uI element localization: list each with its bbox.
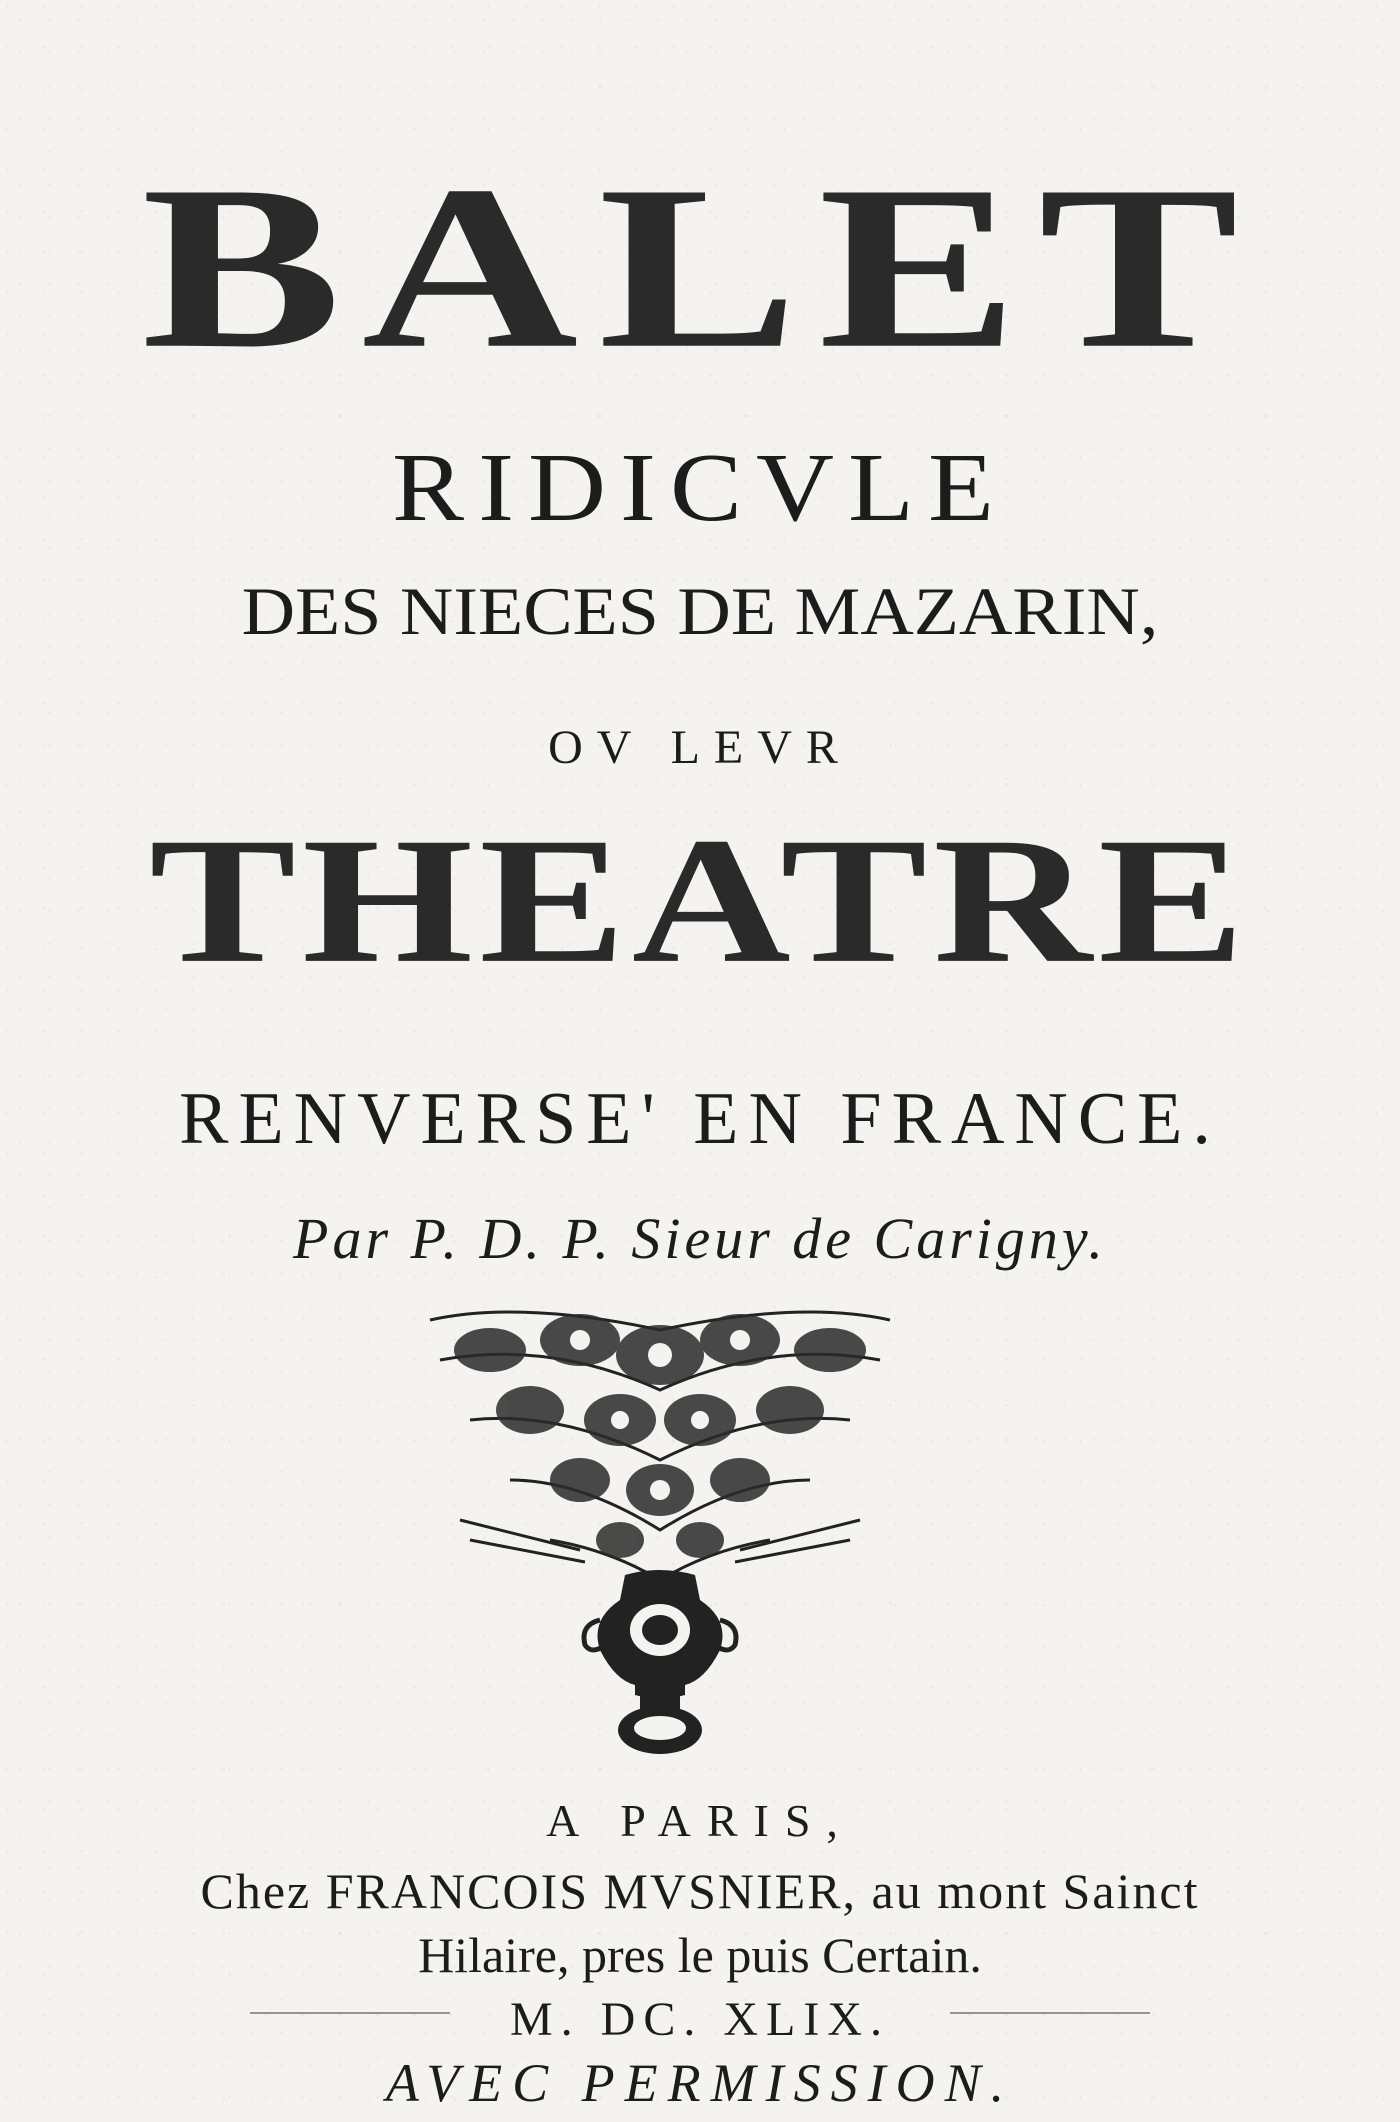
subtitle-ridicule: RIDICVLE <box>392 434 1008 542</box>
secondary-title: THEATRE <box>149 800 1251 1001</box>
floral-vase-ornament-icon <box>400 1300 920 1760</box>
imprint-date: M. DC. XLIX. <box>510 1993 890 2046</box>
subtitle-nieces: DES NIECES DE MAZARIN, <box>241 574 1159 650</box>
author-line: Par P. D. P. Sieur de Carigny. <box>293 1206 1107 1271</box>
main-title: BALET <box>141 137 1259 397</box>
imprint-permission: AVEC PERMISSION. <box>385 2053 1015 2113</box>
subtitle-ou-leur: OV LEVR <box>548 721 852 774</box>
imprint-address: Hilaire, pres le puis Certain. <box>418 1927 982 1983</box>
imprint-place: A PARIS, <box>546 1795 854 1846</box>
subtitle-renverse: RENVERSE' EN FRANCE. <box>179 1078 1221 1160</box>
imprint-publisher: Chez FRANCOIS MVSNIER, au mont Sainct <box>200 1863 1200 1919</box>
